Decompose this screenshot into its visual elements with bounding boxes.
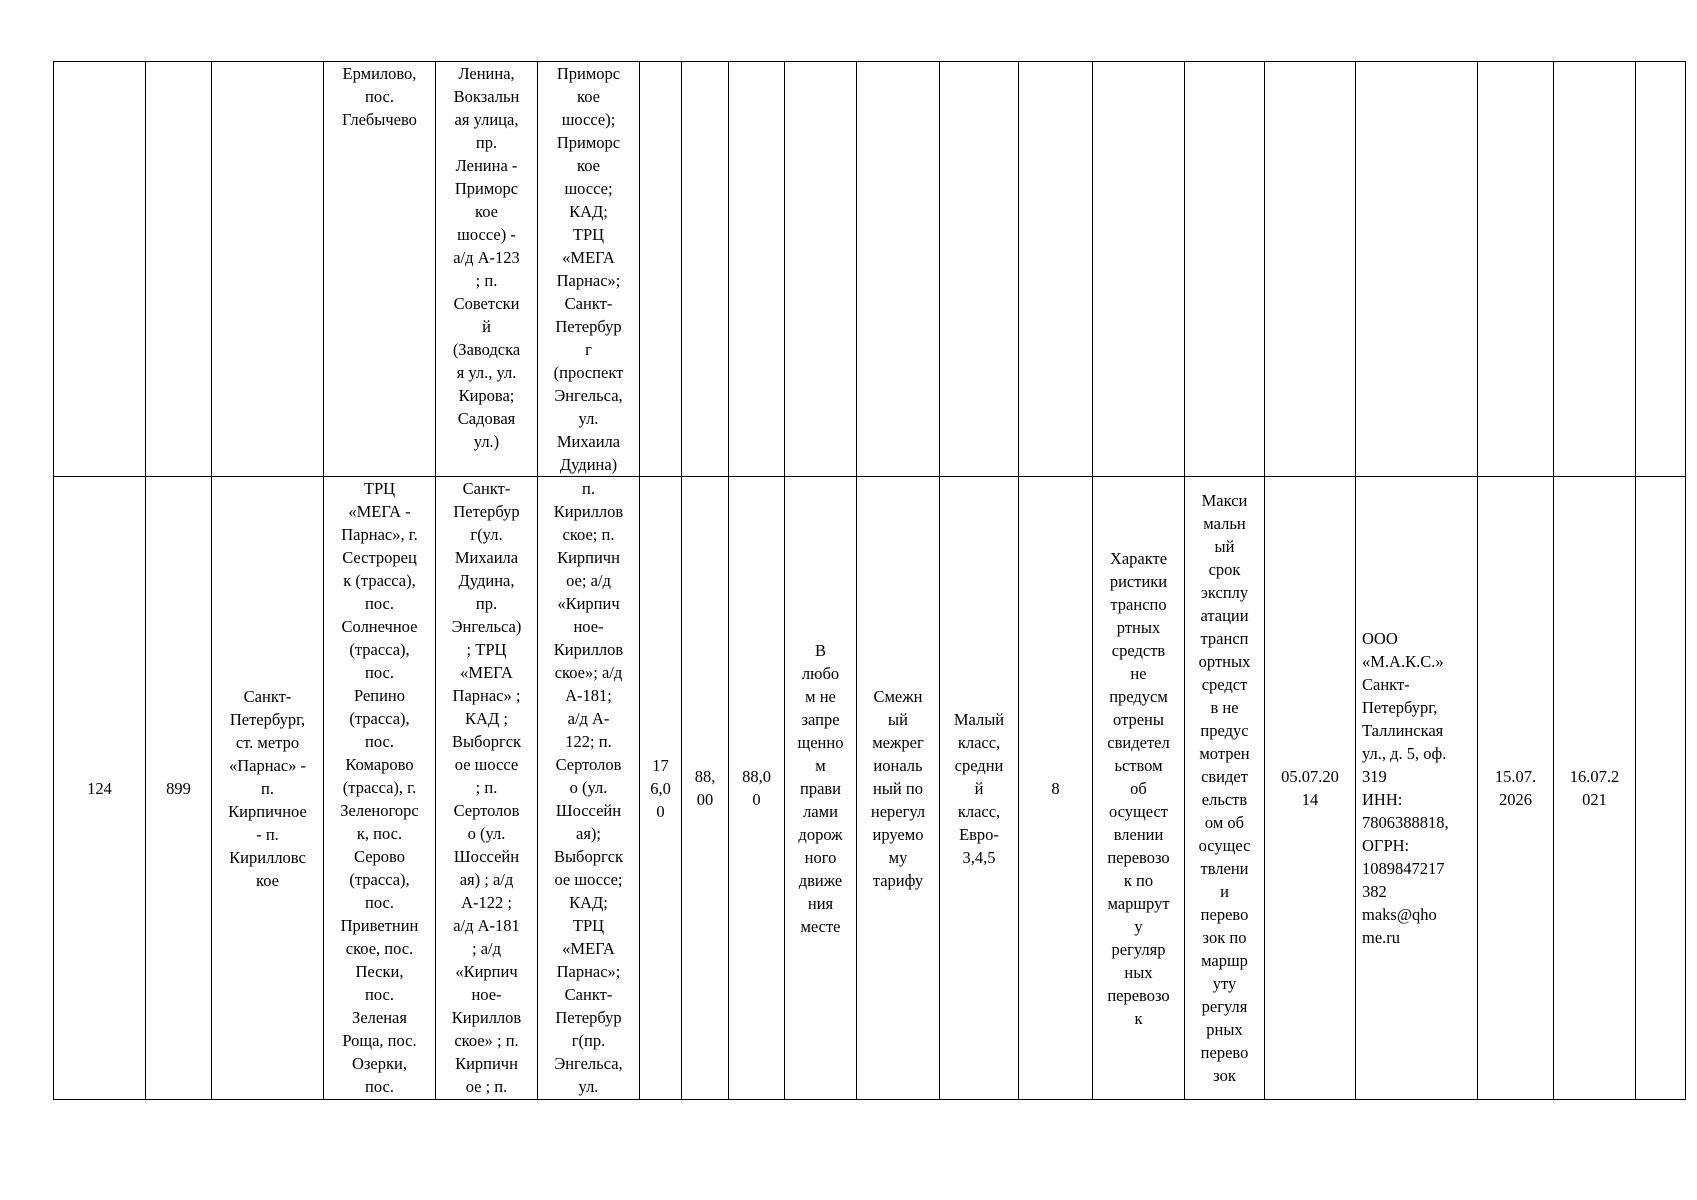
cell-intermediate-stops: Ермилово, пос. Глебычево <box>324 62 436 477</box>
cell-extra <box>1636 477 1686 1100</box>
cell-boarding-procedure <box>785 62 857 477</box>
cell-vehicle-characteristics <box>1093 62 1185 477</box>
cell-streets-backward: п. Кириллов ское; п. Кирпичн ое; а/д «Кирпич ное- Кириллов ское»; а/д А-181; а/д А- 122; п. Сертолов о (ул. Шоссейн ая); Выборгск ое шоссе; КАД; ТРЦ «МЕГА Парнас»; Санкт- Петербур г(пр. Энгельса, ул. <box>538 477 640 1100</box>
cell-date-b: 16.07.2 021 <box>1554 477 1636 1100</box>
cell-carrier: ООО «М.А.К.С.» Санкт- Петербург, Таллинская ул., д. 5, оф. 319 ИНН: 7806388818, ОГРН: 1089847217 382 maks@qho me.ru <box>1356 477 1478 1100</box>
cell-number <box>54 62 146 477</box>
cell-carrier <box>1356 62 1478 477</box>
cell-length-forward <box>682 62 729 477</box>
cell-route-number: 899 <box>146 477 212 1100</box>
cell-max-service-life: Макси мальн ый срок эксплу атации трансп ортных средст в не предус мотрен свидет ельств ом об осущес твлени и перево зок по маршр уту регуля рных перево зок <box>1185 477 1265 1100</box>
cell-route-type <box>857 62 940 477</box>
cell-start-date <box>1265 62 1356 477</box>
cell-route-number <box>146 62 212 477</box>
cell-streets-forward: Санкт- Петербур г(ул. Михаила Дудина, пр. Энгельса) ; ТРЦ «МЕГА Парнас» ; КАД ; Выборгск ое шоссе ; п. Сертолов о (ул. Шоссейн ая) ; а/д А-122 ; а/д А-181 ; а/д «Кирпич ное- Кириллов ское» ; п. Кирпичн ое ; п. <box>436 477 538 1100</box>
cell-start-date: 05.07.20 14 <box>1265 477 1356 1100</box>
cell-intermediate-stops: ТРЦ «МЕГА - Парнас», г. Сестрорец к (трасса), пос. Солнечное (трасса), пос. Репино (трасса), пос. Комарово (трасса), г. Зеленогорс к, пос. Серово (трасса), пос. Приветнин ское, пос. Пески, пос. Зеленая Роща, пос. Озерки, пос. <box>324 477 436 1100</box>
cell-route-name <box>212 62 324 477</box>
cell-number: 124 <box>54 477 146 1100</box>
cell-max-service-life <box>1185 62 1265 477</box>
route-registry-table <box>53 61 1686 1100</box>
cell-date-a <box>1478 62 1554 477</box>
cell-vehicle-class: Малый класс, средни й класс, Евро- 3,4,5 <box>940 477 1019 1100</box>
table-row-continued <box>54 62 1686 477</box>
cell-vehicle-class <box>940 62 1019 477</box>
cell-length-total: 17 6,0 0 <box>640 477 682 1100</box>
cell-vehicle-characteristics: Характе ристики транспо ртных средств не предусм отрены свидетел ьством об осущест влении перевозо к по маршрут у регуляр ных перевозо к <box>1093 477 1185 1100</box>
cell-boarding-procedure: В любо м не запре щенно м прави лами дорож ного движе ния месте <box>785 477 857 1100</box>
cell-length-total <box>640 62 682 477</box>
cell-extra <box>1636 62 1686 477</box>
cell-route-type: Смежн ый межрег иональ ный по нерегул ируемо му тарифу <box>857 477 940 1100</box>
cell-vehicle-count <box>1019 62 1093 477</box>
cell-length-forward: 88, 00 <box>682 477 729 1100</box>
cell-route-name: Санкт- Петербург, ст. метро «Парнас» - п. Кирпичное - п. Кирилловс кое <box>212 477 324 1100</box>
cell-streets-forward: Ленина, Вокзальн ая улица, пр. Ленина - Приморс кое шоссе) - а/д А-123 ; п. Советски й (Заводска я ул., ул. Кирова; Садовая ул.) <box>436 62 538 477</box>
cell-streets-backward: Приморс кое шоссе); Приморс кое шоссе; КАД; ТРЦ «МЕГА Парнас»; Санкт- Петербур г (проспект Энгельса, ул. Михаила Дудина) <box>538 62 640 477</box>
cell-length-backward <box>729 62 785 477</box>
cell-date-a: 15.07. 2026 <box>1478 477 1554 1100</box>
cell-length-backward: 88,0 0 <box>729 477 785 1100</box>
cell-vehicle-count: 8 <box>1019 477 1093 1100</box>
table-row-route-124 <box>54 477 1686 1100</box>
cell-date-b <box>1554 62 1636 477</box>
